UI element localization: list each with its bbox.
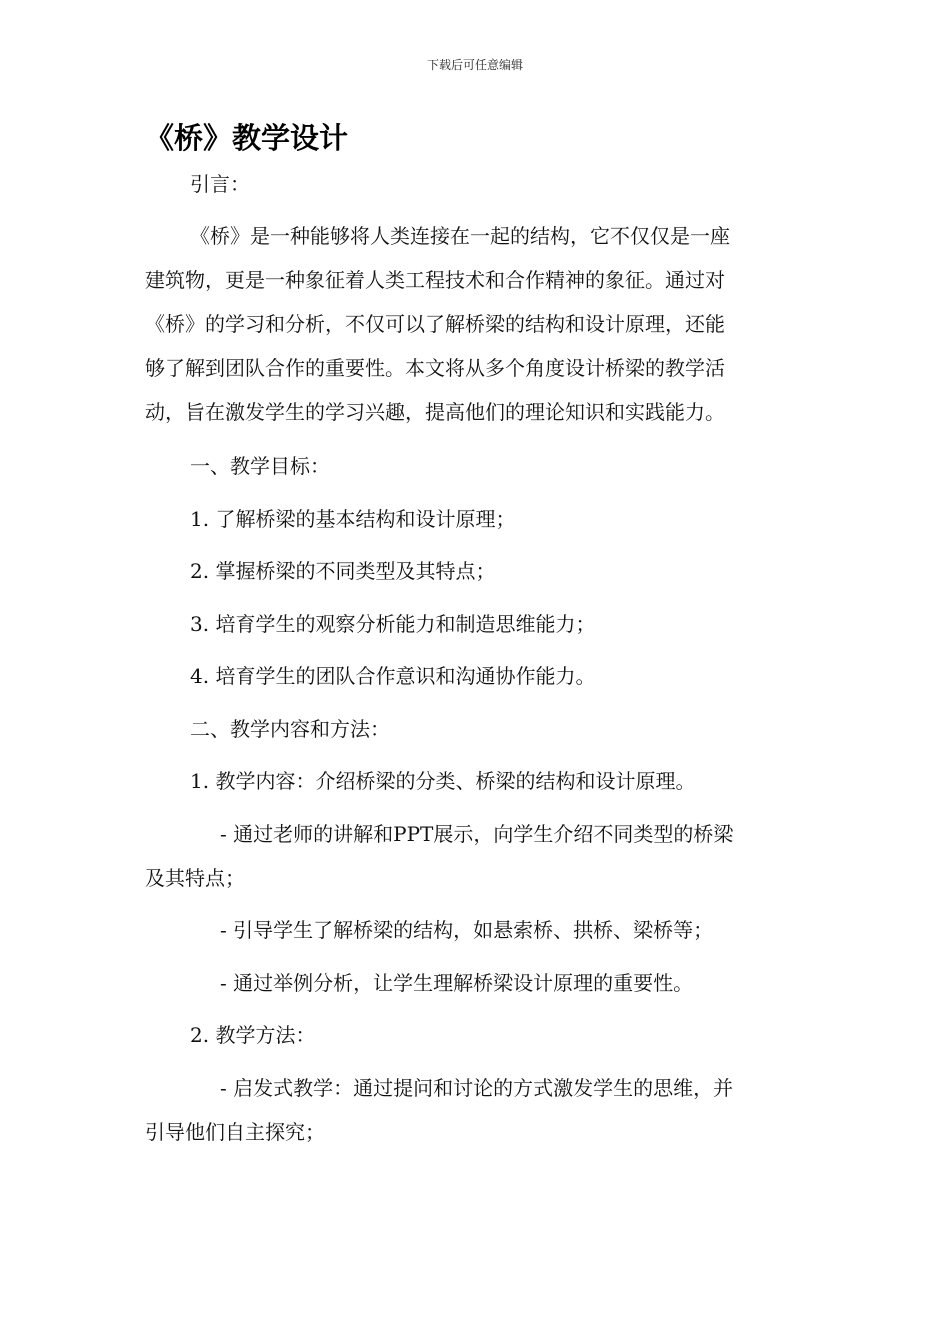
intro-heading: 引言：: [190, 172, 250, 196]
paragraph-line: 够了解到团队合作的重要性。本文将从多个角度设计桥梁的教学活: [145, 356, 725, 380]
paragraph-line: 《桥》的学习和分析，不仅可以了解桥梁的结构和设计原理，还能: [145, 312, 725, 336]
paragraph-line: 动，旨在激发学生的学习兴趣，提高他们的理论知识和实践能力。: [145, 400, 725, 424]
paragraph-line: 建筑物，更是一种象征着人类工程技术和合作精神的象征。通过对: [145, 268, 725, 292]
section-heading: 二、教学内容和方法：: [190, 717, 390, 741]
bullet-line: - 引导学生了解桥梁的结构，如悬索桥、拱桥、梁桥等；: [220, 918, 714, 942]
bullet-line: - 通过老师的讲解和PPT展示，向学生介绍不同类型的桥梁: [220, 822, 734, 846]
bullet-line: - 通过举例分析，让学生理解桥梁设计原理的重要性。: [220, 971, 694, 995]
list-item: 1. 了解桥梁的基本结构和设计原理；: [190, 507, 516, 531]
page-header: 下载后可任意编辑: [426, 58, 523, 72]
list-item: 2. 教学方法：: [190, 1023, 316, 1047]
list-item: 2. 掌握桥梁的不同类型及其特点；: [190, 559, 496, 583]
list-item: 3. 培育学生的观察分析能力和制造思维能力；: [190, 612, 596, 636]
list-item: 1. 教学内容：介绍桥梁的分类、桥梁的结构和设计原理。: [190, 769, 696, 793]
bullet-line: - 启发式教学：通过提问和讨论的方式激发学生的思维，并: [220, 1076, 734, 1100]
paragraph-line: 《桥》是一种能够将人类连接在一起的结构，它不仅仅是一座: [190, 224, 730, 248]
paragraph-line: 及其特点；: [145, 866, 245, 890]
paragraph-line: 引导他们自主探究；: [145, 1120, 325, 1144]
list-item: 4. 培育学生的团队合作意识和沟通协作能力。: [190, 664, 596, 688]
document-title: 《桥》教学设计: [145, 121, 349, 155]
section-heading: 一、教学目标：: [190, 454, 330, 478]
